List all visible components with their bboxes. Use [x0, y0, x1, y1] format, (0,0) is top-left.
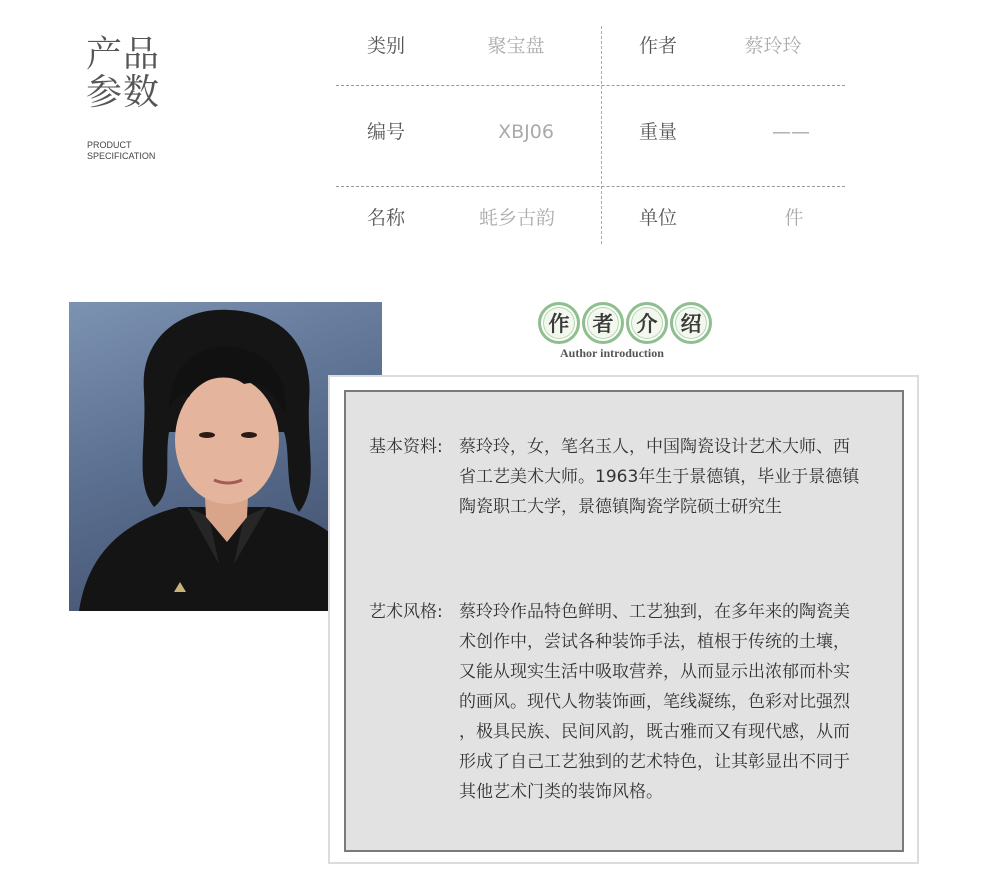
author-intro-badge: [538, 302, 710, 364]
badge-chars: [538, 302, 712, 344]
basic-info-line: 省工艺美术大师。1963年生于景德镇，毕业于景德镇: [459, 467, 860, 487]
basic-info-label: 基本资料:: [369, 437, 443, 457]
category-value: 聚宝盘: [487, 35, 545, 57]
spec-title: [86, 36, 160, 112]
art-style-label: 艺术风格:: [369, 602, 443, 622]
name-value: 蚝乡古韵: [478, 207, 555, 229]
weight-label: 重量: [639, 121, 678, 143]
spec-subtitle-line1: PRODUCT: [87, 140, 132, 150]
spec-table: [336, 26, 845, 244]
spec-subtitle-line2: SPECIFICATION: [87, 151, 156, 161]
unit-value: 件: [784, 207, 804, 229]
serial-label: 编号: [367, 121, 406, 143]
badge-char: 绍: [670, 302, 712, 344]
author-value: 蔡玲玲: [744, 35, 802, 57]
art-style-line: 蔡玲玲作品特色鲜明、工艺独到，在多年来的陶瓷美: [459, 602, 850, 622]
weight-value: ——: [772, 121, 810, 143]
badge-char: 作: [538, 302, 580, 344]
badge-char: 介: [626, 302, 668, 344]
badge-char: 者: [582, 302, 624, 344]
art-style-line: 的画风。现代人物装饰画，笔线凝练，色彩对比强烈: [459, 692, 850, 712]
serial-value: XBJ06: [498, 121, 554, 143]
badge-english-title: Author introduction: [560, 346, 664, 360]
art-style-line: 其他艺术门类的装饰风格。: [459, 782, 663, 802]
unit-label: 单位: [639, 207, 678, 229]
art-style-line: 又能从现实生活中吸取营养，从而显示出浓郁而朴实: [459, 662, 850, 682]
name-label: 名称: [367, 207, 406, 229]
art-style-line: 形成了自己工艺独到的艺术特色，让其彰显出不同于: [459, 752, 850, 772]
art-style-text: [459, 597, 887, 807]
row-divider: [336, 186, 845, 187]
spec-title-line2: 参数: [86, 72, 161, 113]
basic-info-line: 陶瓷职工大学，景德镇陶瓷学院硕士研究生: [459, 497, 782, 517]
category-label: 类别: [367, 35, 406, 57]
spec-subtitle: [87, 140, 155, 162]
author-label: 作者: [639, 35, 678, 57]
art-style-line: 术创作中，尝试各种装饰手法，植根于传统的土壤，: [459, 632, 850, 652]
basic-info-line: 蔡玲玲，女，笔名玉人，中国陶瓷设计艺术大师、西: [459, 437, 850, 457]
art-style-line: ，极具民族、民间风韵，既古雅而又有现代感，从而: [459, 722, 850, 742]
row-divider: [336, 85, 845, 86]
column-divider: [601, 26, 602, 244]
spec-title-line1: 产品: [86, 34, 161, 75]
basic-info-text: [459, 432, 887, 522]
